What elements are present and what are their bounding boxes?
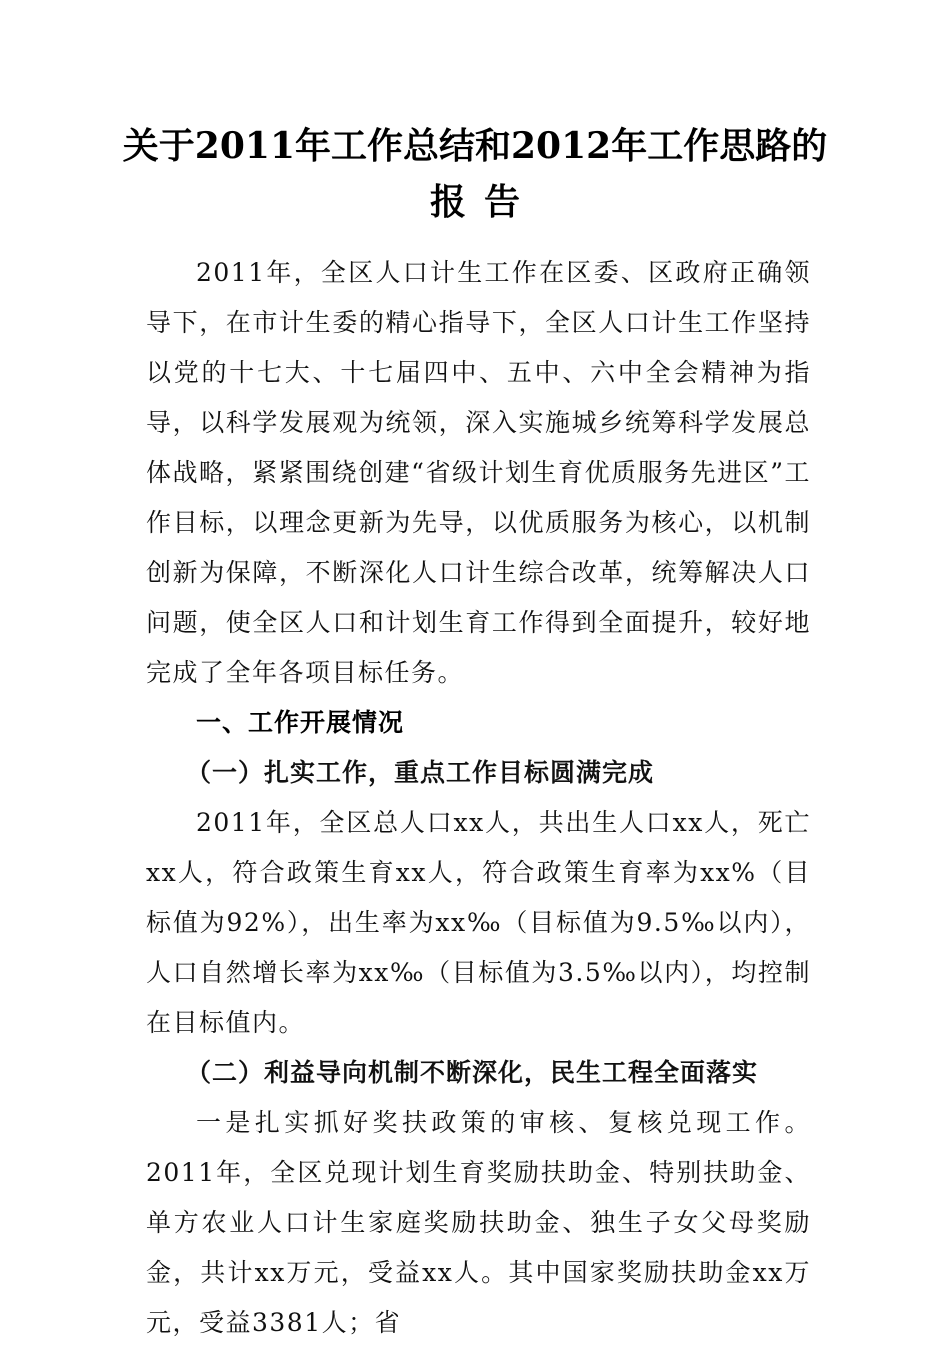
subsection-heading-1: （一）扎实工作，重点工作目标圆满完成 [186, 758, 655, 787]
subsection-heading-2: （二）利益导向机制不断深化，民生工程全面落实 [186, 1058, 759, 1087]
title-line-1: 关于2011年工作总结和2012年工作思路的 [122, 125, 828, 167]
subsection-2-paragraph: 一是扎实抓好奖扶政策的审核、复核兑现工作。2011年，全区兑现计划生育奖励扶助金、特别扶助金、单方农业人口计生家庭奖励扶助金、独生子女父母奖励金，共计xx万元，受益xx人。其中国家奖励扶助金xx万元，受益3381人；省 [146, 1108, 811, 1337]
section-heading-work-progress: 一、工作开展情况 [196, 708, 405, 737]
document-title [0, 118, 950, 230]
document-body [146, 248, 811, 1348]
subsection-1-paragraph: 2011年，全区总人口xx人，共出生人口xx人，死亡xx人，符合政策生育xx人，符合政策生育率为xx%（目标值为92%），出生率为xx‰（目标值为9.5‰以内），人口自然增长率为xx‰（目标值为3.5‰以内），均控制在目标值内。 [146, 808, 811, 1037]
title-line-2: 报告 [429, 181, 538, 223]
intro-paragraph: 2011年，全区人口计生工作在区委、区政府正确领导下，在市计生委的精心指导下，全区人口计生工作坚持以党的十七大、十七届四中、五中、六中全会精神为指导，以科学发展观为统领，深入实施城乡统筹科学发展总体战略，紧紧围绕创建“省级计划生育优质服务先进区”工作目标，以理念更新为先导，以优质服务为核心，以机制创新为保障，不断深化人口计生综合改革，统筹解决人口问题，使全区人口和计划生育工作得到全面提升，较好地完成了全年各项目标任务。 [146, 258, 811, 687]
